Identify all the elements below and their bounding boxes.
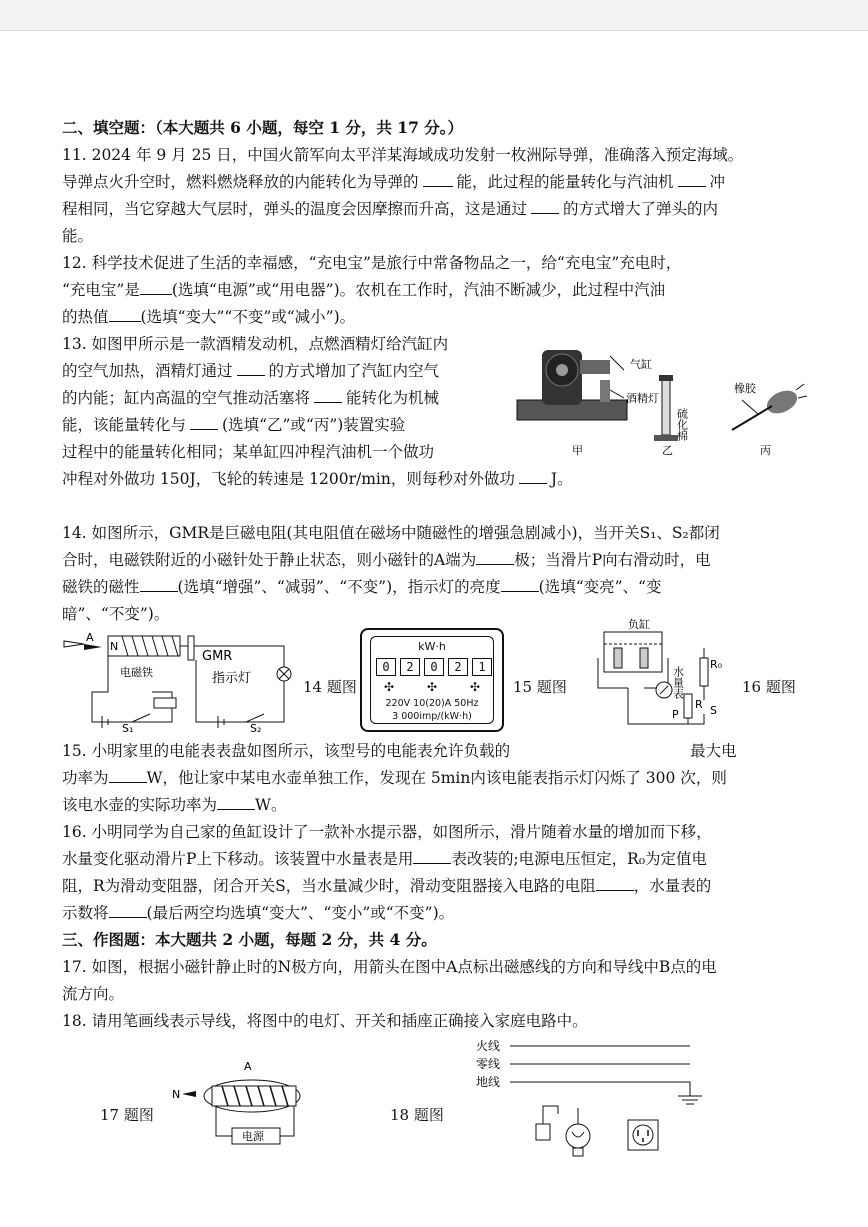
q18-house-circuit-figure bbox=[470, 1036, 710, 1166]
q14-line-4: 暗”、“不变”)。 bbox=[62, 605, 170, 623]
live-wire-label: 火线 bbox=[476, 1039, 501, 1053]
answer-blank[interactable] bbox=[423, 172, 453, 187]
answer-blank[interactable] bbox=[314, 388, 342, 403]
switch-icon bbox=[536, 1124, 550, 1140]
fig16-r0-label: R₀ bbox=[710, 658, 723, 671]
fig16-label-1: 负缸 bbox=[628, 618, 650, 631]
section-2-title: 二、填空题：（本大题共 6 小题，每空 1 分，共 17 分。） bbox=[62, 118, 464, 137]
answer-blank[interactable] bbox=[140, 280, 172, 295]
answer-blank[interactable] bbox=[519, 469, 547, 484]
meter-digit: 2 bbox=[448, 658, 468, 676]
fig16-label-2: 水量表 bbox=[671, 666, 685, 699]
q11-line-2: 导弹点火升空时，燃料燃烧释放的内能转化为导弹的 能，此过程的能量转化与汽油机 冲 bbox=[62, 173, 726, 191]
answer-blank[interactable] bbox=[190, 415, 218, 430]
q13-line-2: 的空气加热，酒精灯通过 的方式增加了汽缸内空气 bbox=[62, 362, 440, 380]
label-qigang: 气缸 bbox=[630, 358, 652, 371]
label-xiangjiao: 橡胶 bbox=[734, 382, 756, 395]
answer-blank[interactable] bbox=[217, 795, 255, 810]
q13-line-4: 能，该能量转化与 (选填“乙”或“丙”)装置实验 bbox=[62, 416, 406, 434]
s2-label: S₂ bbox=[250, 722, 262, 732]
meter-digit: 1 bbox=[472, 658, 492, 676]
q17-line-1: 17. 如图，根据小磁针静止时的N极方向，用箭头在图中A点标出磁感线的方向和导线中B点的电 bbox=[62, 958, 717, 976]
label-bing: 丙 bbox=[760, 444, 771, 457]
answer-blank[interactable] bbox=[413, 849, 451, 864]
answer-blank[interactable] bbox=[596, 876, 634, 891]
q16-line-1: 16. 小明同学为自己家的鱼缸设计了一款补水提示器，如图所示，滑片随着水量的增加而下移， bbox=[62, 823, 712, 841]
electric-meter-figure bbox=[360, 628, 504, 732]
q18-line-1: 18. 请用笔画线表示导线，将图中的电灯、开关和插座正确接入家庭电路中。 bbox=[62, 1012, 588, 1030]
q17-solenoid-figure bbox=[172, 1058, 312, 1148]
q11-line-3: 程相同，当它穿越大气层时，弹头的温度会因摩擦而升高，这是通过 的方式增大了弹头的内 bbox=[62, 200, 719, 218]
caption-fig15: 15 题图 bbox=[513, 678, 567, 696]
meter-indicator-lights bbox=[384, 680, 480, 694]
coil-n-label: N bbox=[110, 640, 119, 653]
q16-circuit-figure bbox=[588, 618, 730, 728]
q15-line-1: 15. 小明家里的电能表表盘如图所示，该型号的电能表允许负载的 最大电 bbox=[62, 742, 737, 760]
caption-fig16: 16 题图 bbox=[742, 678, 796, 696]
q13-line-1: 13. 如图甲所示是一款酒精发动机，点燃酒精灯给汽缸内 bbox=[62, 335, 449, 353]
gmr-label: GMR bbox=[202, 649, 233, 664]
meter-spec-2: 3 000imp/(kW·h) bbox=[392, 711, 472, 722]
q11-line-4: 能。 bbox=[62, 227, 94, 245]
fig16-r-label: R bbox=[695, 698, 703, 711]
q13-line-6: 冲程对外做功 150J，飞轮的转速是 1200r/min，则每秒对外做功 J。 bbox=[62, 470, 573, 488]
s1-label: S₁ bbox=[122, 722, 134, 732]
q15-line-2: 功率为 W，他让家中某电水壶单独工作，发现在 5min内该电能表指示灯闪烁了 300 次，则 bbox=[62, 769, 727, 787]
meter-digit: 2 bbox=[400, 658, 420, 676]
answer-blank[interactable] bbox=[476, 550, 514, 565]
label-yi: 乙 bbox=[662, 444, 673, 457]
q12-line-2: “充电宝”是 (选填“电源”或“用电器”)。农机在工作时，汽油不断减少，此过程中汽油 bbox=[62, 281, 666, 299]
label-nihua: 硫化棉 bbox=[675, 408, 689, 441]
scan-top-edge bbox=[0, 0, 868, 31]
test-tube-illustration bbox=[654, 375, 678, 441]
fig17-n-label: N bbox=[172, 1088, 181, 1101]
bulb-icon bbox=[566, 1124, 590, 1148]
q14-line-1: 14. 如图所示，GMR是巨磁电阻(其电阻值在磁场中随磁性的增强急剧减小)，当开关S₁、S₂都闭 bbox=[62, 524, 720, 542]
answer-blank[interactable] bbox=[109, 903, 147, 918]
meter-spec-1: 220V 10(20)A 50Hz bbox=[385, 698, 479, 709]
answer-blank[interactable] bbox=[109, 307, 141, 322]
answer-blank[interactable] bbox=[501, 577, 539, 592]
label-jia: 甲 bbox=[572, 444, 583, 457]
q16-line-2: 水量变化驱动滑片P上下移动。该装置中水量表是用 表改装的;电源电压恒定，R₀为定值电 bbox=[62, 850, 708, 868]
q15-line-3: 该电水壶的实际功率为 W。 bbox=[62, 796, 287, 814]
q13-line-3: 的内能；缸内高温的空气推动活塞将 能转化为机械 bbox=[62, 389, 440, 407]
needle-a-label: A bbox=[86, 632, 94, 644]
answer-blank[interactable] bbox=[531, 199, 559, 214]
fig17-a-label: A bbox=[244, 1060, 252, 1073]
answer-blank[interactable] bbox=[237, 361, 265, 376]
answer-blank[interactable] bbox=[678, 172, 706, 187]
q17-line-2: 流方向。 bbox=[62, 985, 125, 1003]
fan-icon: ✣ bbox=[384, 680, 395, 694]
q13-figure bbox=[512, 330, 812, 460]
fig16-s-label: S bbox=[710, 704, 717, 717]
q12-line-1: 12. 科学技术促进了生活的幸福感，“充电宝”是旅行中常备物品之一，给“充电宝”充电时， bbox=[62, 254, 682, 272]
caption-fig17: 17 题图 bbox=[100, 1106, 154, 1124]
q12-line-3: 的热值 (选填“变大”“不变”或“减小”)。 bbox=[62, 308, 356, 326]
electromagnet-label: 电磁铁 bbox=[120, 666, 153, 679]
meter-digit: 0 bbox=[376, 658, 396, 676]
section-3-title: 三、作图题：本大题共 2 小题，每题 2 分，共 4 分。 bbox=[62, 930, 437, 949]
answer-blank[interactable] bbox=[109, 768, 147, 783]
q14-line-2: 合时，电磁铁附近的小磁针处于静止状态，则小磁针的A端为 极；当滑片P向右滑动时，电 bbox=[62, 551, 711, 569]
q14-circuit-figure bbox=[62, 632, 302, 732]
q16-line-4: 示数将 (最后两空均选填“变大”、“变小”或“不变”)。 bbox=[62, 904, 455, 922]
answer-blank[interactable] bbox=[140, 577, 178, 592]
alcohol-engine-illustration bbox=[517, 350, 627, 420]
fig16-p-label: P bbox=[672, 708, 679, 721]
label-jiujingdeng: 酒精灯 bbox=[626, 392, 659, 405]
q11-line-1: 11. 2024 年 9 月 25 日，中国火箭军向太平洋某海域成功发射一枚洲际导弹，准确落入预定海域。 bbox=[62, 146, 744, 164]
q14-line-3: 磁铁的磁性 (选填“增强”、“减弱”、“不变”)，指示灯的亮度 (选填“变亮”、“变 bbox=[62, 578, 662, 596]
caption-fig18: 18 题图 bbox=[390, 1106, 444, 1124]
lamp-label: 指示灯 bbox=[212, 671, 252, 686]
ground-wire-label: 地线 bbox=[476, 1075, 501, 1089]
q13-line-5: 过程中的能量转化相同；某单缸四冲程汽油机一个做功 bbox=[62, 443, 435, 461]
neutral-wire-label: 零线 bbox=[476, 1057, 501, 1071]
meter-unit: kW·h bbox=[418, 640, 446, 653]
fan-icon: ✣ bbox=[469, 680, 480, 694]
meter-digit: 0 bbox=[424, 658, 444, 676]
meter-digits bbox=[376, 656, 496, 676]
caption-fig14: 14 题图 bbox=[303, 678, 357, 696]
fan-icon: ✣ bbox=[426, 680, 438, 694]
q16-line-3: 阻，R为滑动变阻器，闭合开关S，当水量减少时，滑动变阻器接入电路的电阻 ，水量表的 bbox=[62, 877, 712, 895]
fig17-power-label: 电源 bbox=[242, 1130, 264, 1143]
